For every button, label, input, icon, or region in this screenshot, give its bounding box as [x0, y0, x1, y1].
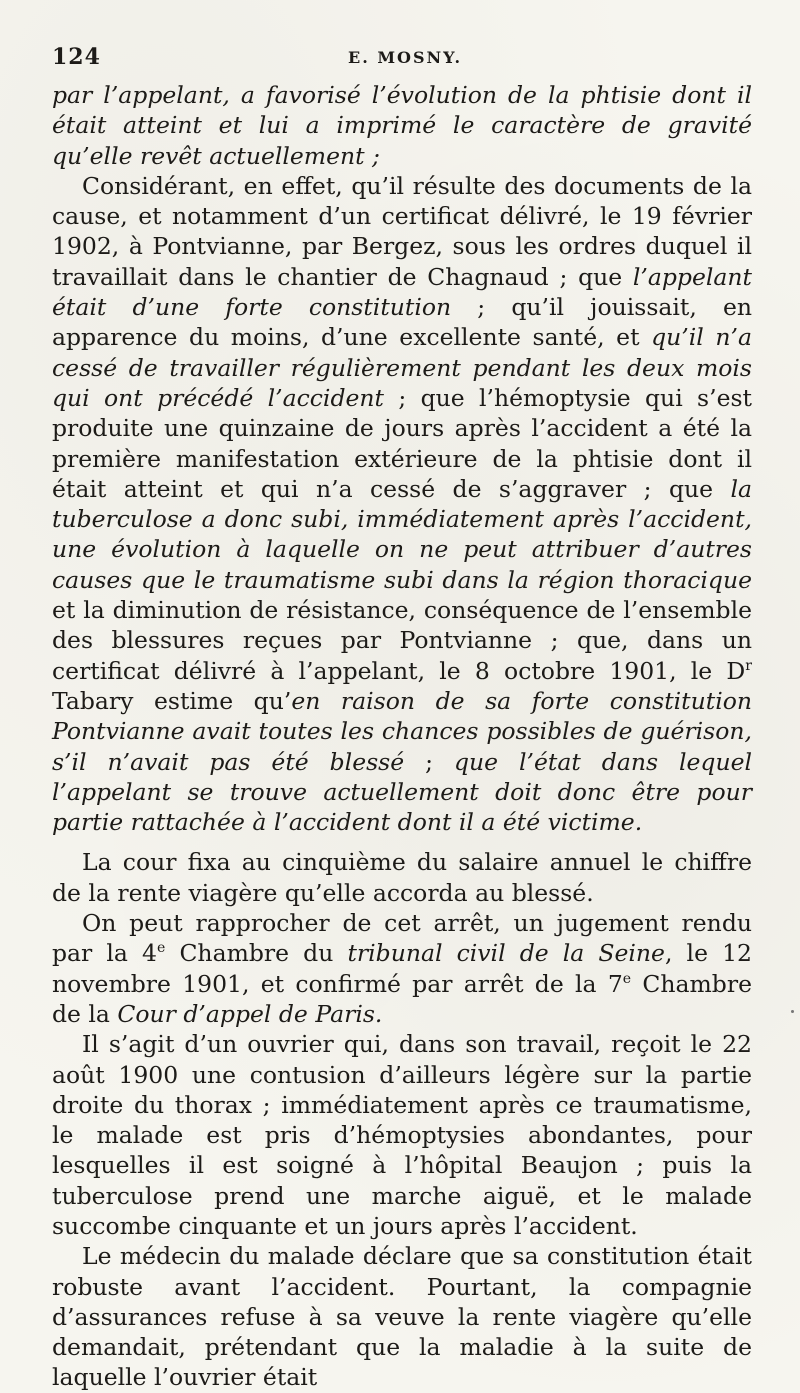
italic-text: Cour d’appel de Paris. — [117, 999, 383, 1028]
text-run: Chambre du — [165, 939, 348, 968]
text-run: Chambre de la — [52, 969, 752, 1028]
paragraph — [52, 1241, 752, 1392]
paragraph — [52, 847, 752, 908]
italic-text: la tuberculose a donc subi, immédiatement après l’accident, une évolution à laquelle on ne peut attribuer d’autres causes que le traumatisme subi dans la région thoracique — [52, 474, 752, 594]
text-run: ; qu’il jouissait, en apparence du moins, d’une excellente santé, et — [52, 293, 752, 352]
italic-text: l’appelant était d’une forte constitution — [52, 262, 752, 322]
ink-speck — [791, 1010, 794, 1013]
superscript: e — [622, 970, 632, 987]
text-run: ; — [404, 747, 454, 776]
italic-text: que l’état dans lequel l’appelant se trouve actuellement doit donc être pour partie rattachée à l’accident dont il a été victime. — [52, 747, 753, 837]
text-run: Considérant, en effet, qu’il résulte des documents de la cause, et notamment d’un certificat délivré, le 19 février 1902, à Pontvianne, par Bergez, sous les ordres duquel il travaillait dans le chantier de Chagnaud ; que — [52, 171, 752, 291]
text-run: On peut rapprocher de cet arrêt, un jugement rendu par la 4 — [52, 909, 752, 968]
page-number: 124 — [52, 44, 101, 70]
paragraph — [52, 80, 752, 171]
text-run: et la diminution de résistance, conséquence de l’ensemble des blessures reçues par Pontvianne ; que, dans un certificat délivré à l’appelant, le 8 octobre 1901, le D — [52, 596, 752, 685]
text-run: La cour fixa au cinquième du salaire annuel le chiffre de la rente viagère qu’elle accorda au blessé. — [52, 848, 752, 907]
superscript: r — [745, 657, 752, 674]
superscript: e — [157, 940, 166, 957]
text-run: Il s’agit d’un ouvrier qui, dans son travail, reçoit le 22 août 1900 une contusion d’ailleurs légère sur la partie droite du thorax ; immédiatement après ce traumatisme, le malade est pris d’hémoptysies abondantes, pour lesquelles il est soigné à l’hôpital Beaujon ; puis la tuberculose prend une marche aiguë, et le malade succombe cinquante et un jours après l’accident. — [52, 1030, 752, 1240]
italic-text: qu’il n’a cessé de travailler régulièrement pendant les deux mois qui ont précédé l’accident — [52, 323, 752, 412]
italic-text: par l’appelant, a favorisé l’évolution de la phtisie dont il était atteint et lui a imprimé le caractère de gravité qu’elle revêt actuellement ; — [52, 81, 752, 170]
paragraph-gap — [52, 837, 752, 847]
page-header — [52, 44, 752, 80]
paragraph — [52, 171, 752, 838]
paragraph — [52, 1029, 752, 1241]
running-head: E. MOSNY. — [348, 48, 463, 67]
italic-text: tribunal civil de la Seine — [347, 939, 665, 968]
text-run: , le 12 novembre 1901, et confirmé par arrêt de la 7 — [52, 939, 752, 998]
italic-text: en raison de sa forte constitution Pontvianne avait toutes les chances possibles de guérison, s’il n’avait pas été blessé — [52, 686, 752, 776]
body-text — [52, 80, 752, 1393]
text-run: ; que l’hémoptysie qui s’est produite une quinzaine de jours après l’accident a été la première manifestation extérieure de la phtisie dont il était atteint et qui n’a cessé de s’aggraver ; que — [52, 383, 752, 503]
paragraph — [52, 908, 752, 1029]
text-run: Tabary estime qu’ — [52, 686, 292, 715]
text-run: Le médecin du malade déclare que sa constitution était robuste avant l’accident. Pourtant, la compagnie d’assurances refuse à sa veuve la rente viagère qu’elle demandait, prétendant que la maladie à la suite de laquelle l’ouvrier était — [52, 1242, 752, 1392]
